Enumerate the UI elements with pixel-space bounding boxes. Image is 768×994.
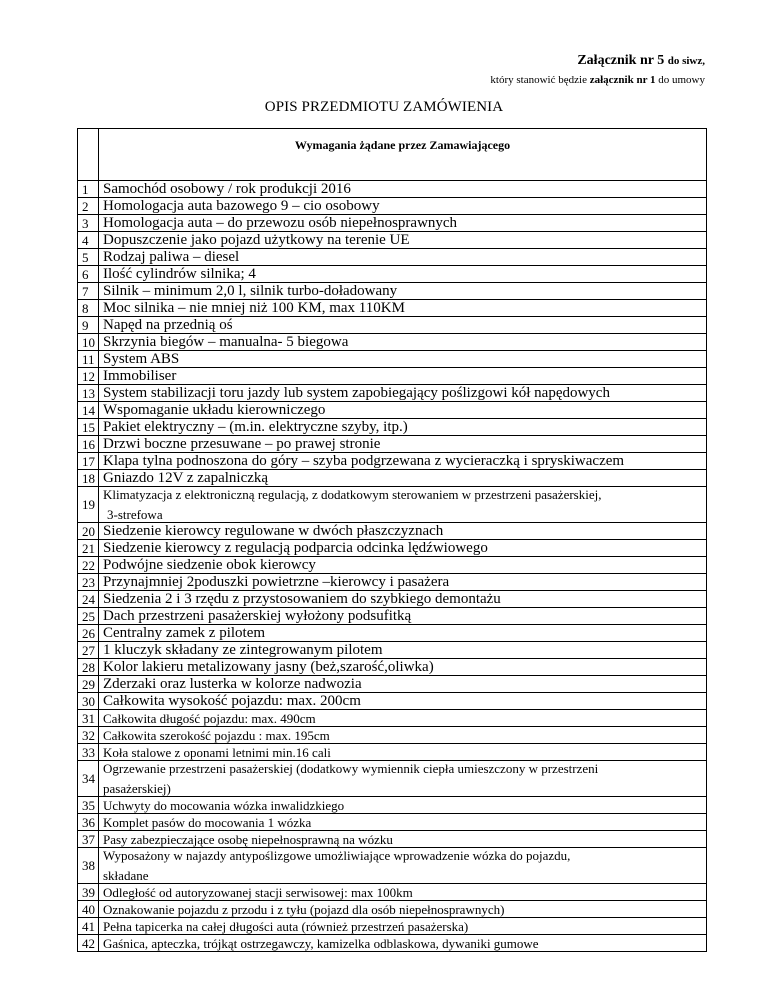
row-number: 25 — [78, 608, 99, 625]
annex-suffix: do siwz, — [667, 55, 705, 67]
row-number: 27 — [78, 642, 99, 659]
table-row — [78, 935, 707, 952]
row-requirement: Oznakowanie pojazdu z przodu i z tyłu (pojazd dla osób niepełnosprawnych) — [99, 901, 707, 918]
row-number: 32 — [78, 727, 99, 744]
row-requirement — [99, 848, 707, 884]
row-requirement: Skrzynia biegów – manualna- 5 biegowa — [99, 334, 707, 351]
row-requirement: Pełna tapicerka na całej długości auta (również przestrzeń pasażerska) — [99, 918, 707, 935]
row-requirement: Dopuszczenie jako pojazd użytkowy na terenie UE — [99, 232, 707, 249]
row-requirement: Siedzenie kierowcy regulowane w dwóch płaszczyznach — [99, 523, 707, 540]
row-number: 24 — [78, 591, 99, 608]
row-requirement: Wspomaganie układu kierowniczego — [99, 402, 707, 419]
row-number: 15 — [78, 419, 99, 436]
requirement-line-2: pasażerskiej) — [103, 781, 171, 796]
annex-subline — [490, 74, 705, 86]
table-header-row — [78, 129, 707, 181]
row-number: 26 — [78, 625, 99, 642]
table-row — [78, 797, 707, 814]
row-requirement: Samochód osobowy / rok produkcji 2016 — [99, 181, 707, 198]
row-requirement: Całkowita długość pojazdu: max. 490cm — [99, 710, 707, 727]
requirement-line-1: Ogrzewanie przestrzeni pasażerskiej (dodatkowy wymiennik ciepła umieszczony w przestrzeni — [103, 761, 599, 776]
table-row — [78, 368, 707, 385]
table-row — [78, 317, 707, 334]
document-title: OPIS PRZEDMIOTU ZAMÓWIENIA — [264, 99, 504, 115]
row-requirement — [99, 487, 707, 523]
annex-subline-bold: załącznik nr 1 — [589, 74, 656, 86]
row-requirement: Silnik – minimum 2,0 l, silnik turbo-doładowany — [99, 283, 707, 300]
table-row — [78, 385, 707, 402]
row-number: 6 — [78, 266, 99, 283]
row-requirement: System ABS — [99, 351, 707, 368]
table-row — [78, 659, 707, 676]
row-number: 23 — [78, 574, 99, 591]
row-number: 3 — [78, 215, 99, 232]
row-number: 1 — [78, 181, 99, 198]
table-row — [78, 198, 707, 215]
table-row — [78, 249, 707, 266]
row-number: 16 — [78, 436, 99, 453]
table-row — [78, 814, 707, 831]
row-requirement: Uchwyty do mocowania wózka inwalidzkiego — [99, 797, 707, 814]
table-row — [78, 436, 707, 453]
table-row — [78, 557, 707, 574]
row-requirement: 1 kluczyk składany ze zintegrowanym pilotem — [99, 642, 707, 659]
row-requirement: Drzwi boczne przesuwane – po prawej stronie — [99, 436, 707, 453]
row-requirement: Komplet pasów do mocowania 1 wózka — [99, 814, 707, 831]
annex-number: Załącznik nr 5 — [577, 53, 665, 68]
table-row — [78, 901, 707, 918]
row-number: 22 — [78, 557, 99, 574]
row-requirement: Homologacja auta – do przewozu osób niepełnosprawnych — [99, 215, 707, 232]
requirement-line-2: składane — [103, 868, 149, 883]
requirement-line-1: Klimatyzacja z elektroniczną regulacją, z dodatkowym sterowaniem w przestrzeni pasażerskiej, — [103, 487, 602, 502]
row-number: 4 — [78, 232, 99, 249]
table-row — [78, 591, 707, 608]
table-row — [78, 625, 707, 642]
table-row — [78, 402, 707, 419]
row-number: 39 — [78, 884, 99, 901]
annex-label — [577, 53, 705, 69]
row-requirement: System stabilizacji toru jazdy lub system zapobiegający poślizgowi kół napędowych — [99, 385, 707, 402]
row-requirement: Odległość od autoryzowanej stacji serwisowej: max 100km — [99, 884, 707, 901]
table-row — [78, 419, 707, 436]
row-number: 11 — [78, 351, 99, 368]
row-number: 2 — [78, 198, 99, 215]
row-requirement: Zderzaki oraz lusterka w kolorze nadwozia — [99, 676, 707, 693]
table-row — [78, 574, 707, 591]
row-number: 7 — [78, 283, 99, 300]
row-requirement: Moc silnika – nie mniej niż 100 KM, max 110KM — [99, 300, 707, 317]
table-row — [78, 453, 707, 470]
table-row — [78, 470, 707, 487]
table-row — [78, 283, 707, 300]
row-requirement: Ilość cylindrów silnika; 4 — [99, 266, 707, 283]
row-number: 9 — [78, 317, 99, 334]
annex-subline-post: do umowy — [655, 74, 705, 86]
annex-subline-pre: który stanowić będzie — [490, 74, 590, 86]
row-requirement: Centralny zamek z pilotem — [99, 625, 707, 642]
row-number: 20 — [78, 523, 99, 540]
row-requirement: Przynajmniej 2poduszki powietrzne –kierowcy i pasażera — [99, 574, 707, 591]
table-row — [78, 727, 707, 744]
row-requirement: Całkowita wysokość pojazdu: max. 200cm — [99, 693, 707, 710]
row-requirement: Homologacja auta bazowego 9 – cio osobowy — [99, 198, 707, 215]
row-requirement: Rodzaj paliwa – diesel — [99, 249, 707, 266]
row-number: 30 — [78, 693, 99, 710]
row-requirement: Siedzenie kierowcy z regulacją podparcia odcinka lędźwiowego — [99, 540, 707, 557]
row-number: 19 — [78, 487, 99, 523]
row-requirement: Całkowita szerokość pojazdu : max. 195cm — [99, 727, 707, 744]
row-number: 37 — [78, 831, 99, 848]
row-requirement: Napęd na przednią oś — [99, 317, 707, 334]
requirement-line-1: Wyposażony w najazdy antypoślizgowe umożliwiające wprowadzenie wózka do pojazdu, — [103, 848, 571, 863]
requirements-table — [77, 128, 707, 952]
table-row — [78, 693, 707, 710]
row-number: 5 — [78, 249, 99, 266]
table-row — [78, 884, 707, 901]
table-row — [78, 608, 707, 625]
table-row — [78, 232, 707, 249]
table-row — [78, 676, 707, 693]
table-row — [78, 918, 707, 935]
row-requirement: Siedzenia 2 i 3 rzędu z przystosowaniem do szybkiego demontażu — [99, 591, 707, 608]
row-number: 21 — [78, 540, 99, 557]
row-number: 18 — [78, 470, 99, 487]
table-row — [78, 761, 707, 797]
row-requirement: Gaśnica, apteczka, trójkąt ostrzegawczy, kamizelka odblaskowa, dywaniki gumowe — [99, 935, 707, 952]
table-row — [78, 351, 707, 368]
table-row — [78, 523, 707, 540]
table-heading: Wymagania żądane przez Zamawiającego — [99, 129, 707, 181]
header-num-cell — [78, 129, 99, 181]
row-number: 34 — [78, 761, 99, 797]
row-requirement: Dach przestrzeni pasażerskiej wyłożony podsufitką — [99, 608, 707, 625]
row-number: 14 — [78, 402, 99, 419]
table-row — [78, 487, 707, 523]
table-row — [78, 300, 707, 317]
row-requirement: Pakiet elektryczny – (m.in. elektryczne szyby, itp.) — [99, 419, 707, 436]
table-row — [78, 710, 707, 727]
row-number: 17 — [78, 453, 99, 470]
row-number: 28 — [78, 659, 99, 676]
row-number: 10 — [78, 334, 99, 351]
row-requirement: Klapa tylna podnoszona do góry – szyba podgrzewana z wycieraczką i spryskiwaczem — [99, 453, 707, 470]
row-number: 42 — [78, 935, 99, 952]
table-row — [78, 744, 707, 761]
row-number: 33 — [78, 744, 99, 761]
requirement-line-2: 3-strefowa — [107, 507, 163, 522]
table-row — [78, 831, 707, 848]
table-row — [78, 642, 707, 659]
row-requirement: Koła stalowe z oponami letnimi min.16 cali — [99, 744, 707, 761]
row-number: 8 — [78, 300, 99, 317]
row-number: 13 — [78, 385, 99, 402]
row-number: 36 — [78, 814, 99, 831]
row-number: 12 — [78, 368, 99, 385]
table-row — [78, 540, 707, 557]
row-requirement — [99, 761, 707, 797]
row-requirement: Gniazdo 12V z zapalniczką — [99, 470, 707, 487]
row-requirement: Pasy zabezpieczające osobę niepełnosprawną na wózku — [99, 831, 707, 848]
table-row — [78, 181, 707, 198]
row-number: 41 — [78, 918, 99, 935]
row-number: 38 — [78, 848, 99, 884]
row-number: 29 — [78, 676, 99, 693]
row-requirement: Kolor lakieru metalizowany jasny (beż,szarość,oliwka) — [99, 659, 707, 676]
row-number: 40 — [78, 901, 99, 918]
row-number: 31 — [78, 710, 99, 727]
table-row — [78, 266, 707, 283]
row-requirement: Podwójne siedzenie obok kierowcy — [99, 557, 707, 574]
table-row — [78, 215, 707, 232]
row-requirement: Immobiliser — [99, 368, 707, 385]
table-row — [78, 848, 707, 884]
row-number: 35 — [78, 797, 99, 814]
table-row — [78, 334, 707, 351]
